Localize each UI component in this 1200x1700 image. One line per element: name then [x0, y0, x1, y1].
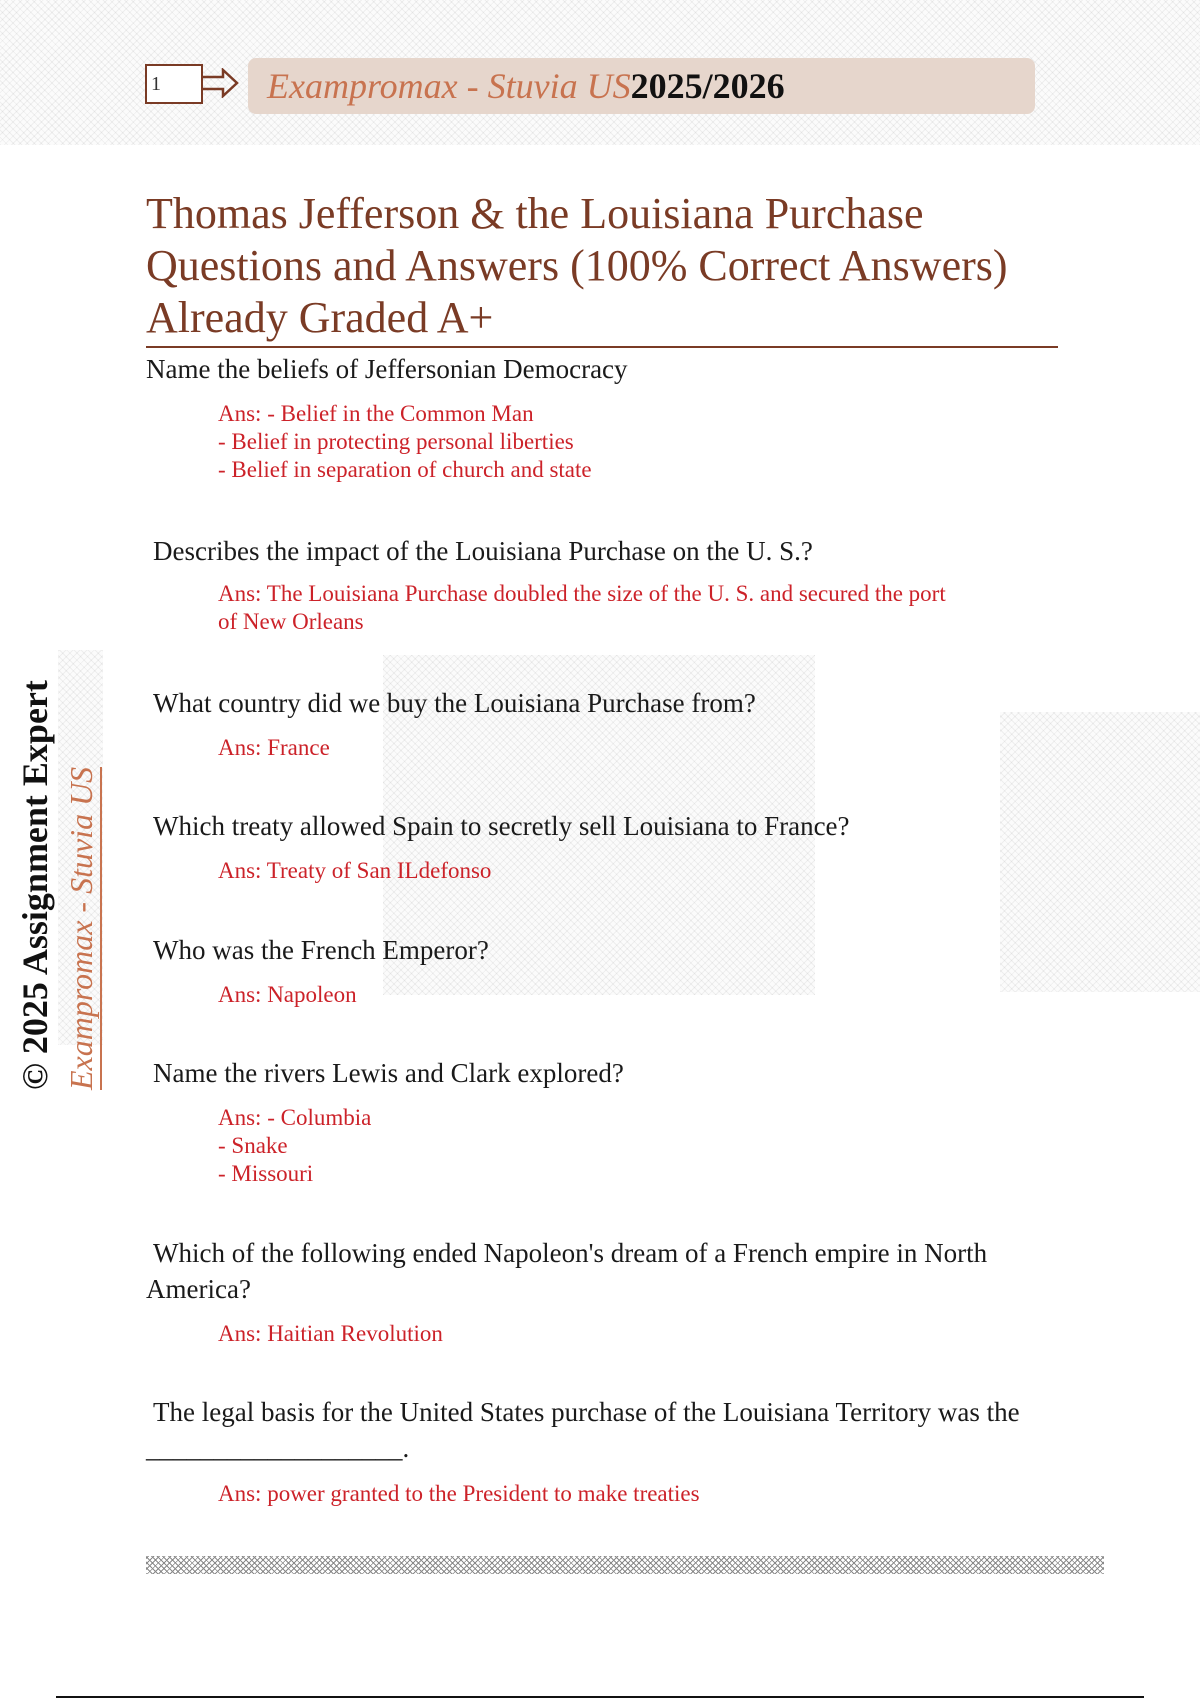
header-year: 2025/2026	[630, 66, 785, 106]
answer-3: Ans: France	[218, 735, 330, 760]
question-5: Who was the French Emperor?	[153, 935, 489, 965]
bottom-rule	[56, 1696, 1144, 1698]
answer-7: Ans: Haitian Revolution	[218, 1321, 443, 1346]
answer-2: Ans: The Louisiana Purchase doubled the size of the U. S. and secured the port of New Orleans	[218, 581, 946, 634]
side-brand: Exampromax - Stuvia US	[62, 767, 102, 1090]
question-6: Name the rivers Lewis and Clark explored?	[153, 1058, 624, 1088]
header-brand: Exampromax - Stuvia US	[267, 66, 631, 106]
arrow-right-icon	[203, 68, 239, 98]
answer-1: Ans: - Belief in the Common Man - Belief in protecting personal liberties - Belief in separation of church and state	[218, 401, 592, 482]
answer-5: Ans: Napoleon	[218, 982, 357, 1007]
question-1: Name the beliefs of Jeffersonian Democracy	[146, 354, 628, 384]
question-7: Which of the following ended Napoleon's dream of a French empire in North America?	[146, 1238, 988, 1304]
question-8: The legal basis for the United States purchase of the Louisiana Territory was the ___________________.	[146, 1397, 1020, 1463]
footer-divider	[146, 1556, 1104, 1574]
answer-8: Ans: power granted to the President to make treaties	[218, 1481, 700, 1506]
question-2: Describes the impact of the Louisiana Purchase on the U. S.?	[153, 536, 813, 566]
title-underline	[146, 346, 1058, 348]
question-3: What country did we buy the Louisiana Purchase from?	[153, 688, 756, 718]
page-number: 1	[145, 64, 203, 104]
copyright-notice: © 2025 Assignment Expert	[15, 680, 55, 1090]
answer-6: Ans: - Columbia - Snake - Missouri	[218, 1105, 372, 1186]
answer-4: Ans: Treaty of San ILdefonso	[218, 858, 492, 883]
document-title: Thomas Jefferson & the Louisiana Purchase Questions and Answers (100% Correct Answers) Already Graded A+	[146, 189, 1008, 342]
side-watermark	[12, 615, 102, 1090]
header-banner	[248, 58, 1035, 114]
question-4: Which treaty allowed Spain to secretly sell Louisiana to France?	[153, 811, 850, 841]
